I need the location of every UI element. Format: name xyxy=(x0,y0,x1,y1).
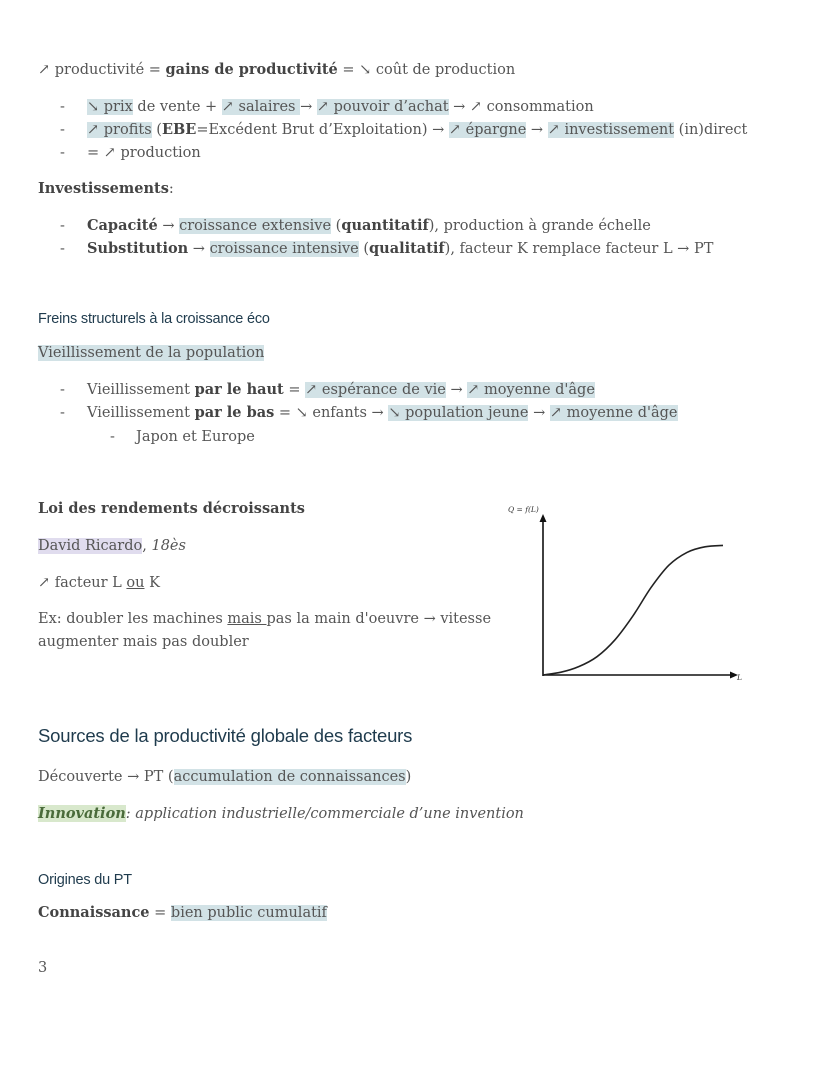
origines-heading: Origines du PT xyxy=(38,872,132,888)
y-axis-label: Q = f(L) xyxy=(508,505,539,514)
example-line-2: augmenter mais pas doubler xyxy=(38,634,249,650)
list-item: - Substitution → croissance intensive (qualitatif), facteur K remplace facteur L → PT xyxy=(60,240,714,257)
list-item: - = ↗ production xyxy=(60,145,201,161)
page-number: 3 xyxy=(38,960,48,976)
list-item: - Vieillissement par le haut = ↗ espérance de vie → ↗ moyenne d'âge xyxy=(60,381,595,398)
decouverte-line: Découverte → PT (accumulation de connaissances) xyxy=(38,769,412,785)
gains-term: gains de productivité xyxy=(165,61,338,78)
list-item: - Vieillissement par le bas = ↘ enfants → ↘ population jeune → ↗ moyenne d'âge xyxy=(60,404,678,421)
list-item: - ↗ profits (EBE=Excédent Brut d’Exploitation) → ↗ épargne → ↗ investissement (in)direct xyxy=(60,121,748,138)
y-axis-arrow-icon xyxy=(540,514,547,522)
production-function-chart xyxy=(500,498,760,688)
sources-heading: Sources de la productivité globale des facteurs xyxy=(38,725,413,746)
arrow-up-icon: ↗ xyxy=(38,62,51,78)
list-item: - Capacité → croissance extensive (quantitatif), production à grande échelle xyxy=(60,217,651,234)
example-line-1: Ex: doubler les machines mais pas la main d'oeuvre → vitesse xyxy=(38,611,492,627)
list-item: - ↘ prix de vente + ↗ salaires → ↗ pouvoir d’achat → ↗ consommation xyxy=(60,99,594,115)
innovation-term: Innovation xyxy=(38,805,126,822)
sub-list-item: - Japon et Europe xyxy=(110,429,255,445)
x-axis-label: L xyxy=(737,673,742,682)
factor-line: ↗ facteur L ou K xyxy=(38,575,160,591)
intro-line: ↗ productivité = gains de productivité = ↘ coût de production xyxy=(38,61,516,78)
freins-subheading: Vieillissement de la population xyxy=(38,345,265,361)
loi-heading: Loi des rendements décroissants xyxy=(38,500,305,517)
author-line: David Ricardo, 18ès xyxy=(38,538,186,554)
connaissance-line: Connaissance = bien public cumulatif xyxy=(38,904,327,921)
freins-heading: Freins structurels à la croissance éco xyxy=(38,311,270,327)
investissements-heading: Investissements: xyxy=(38,180,174,197)
innovation-line: Innovation: application industrielle/commerciale d’une invention xyxy=(38,805,524,822)
production-curve xyxy=(543,545,723,675)
